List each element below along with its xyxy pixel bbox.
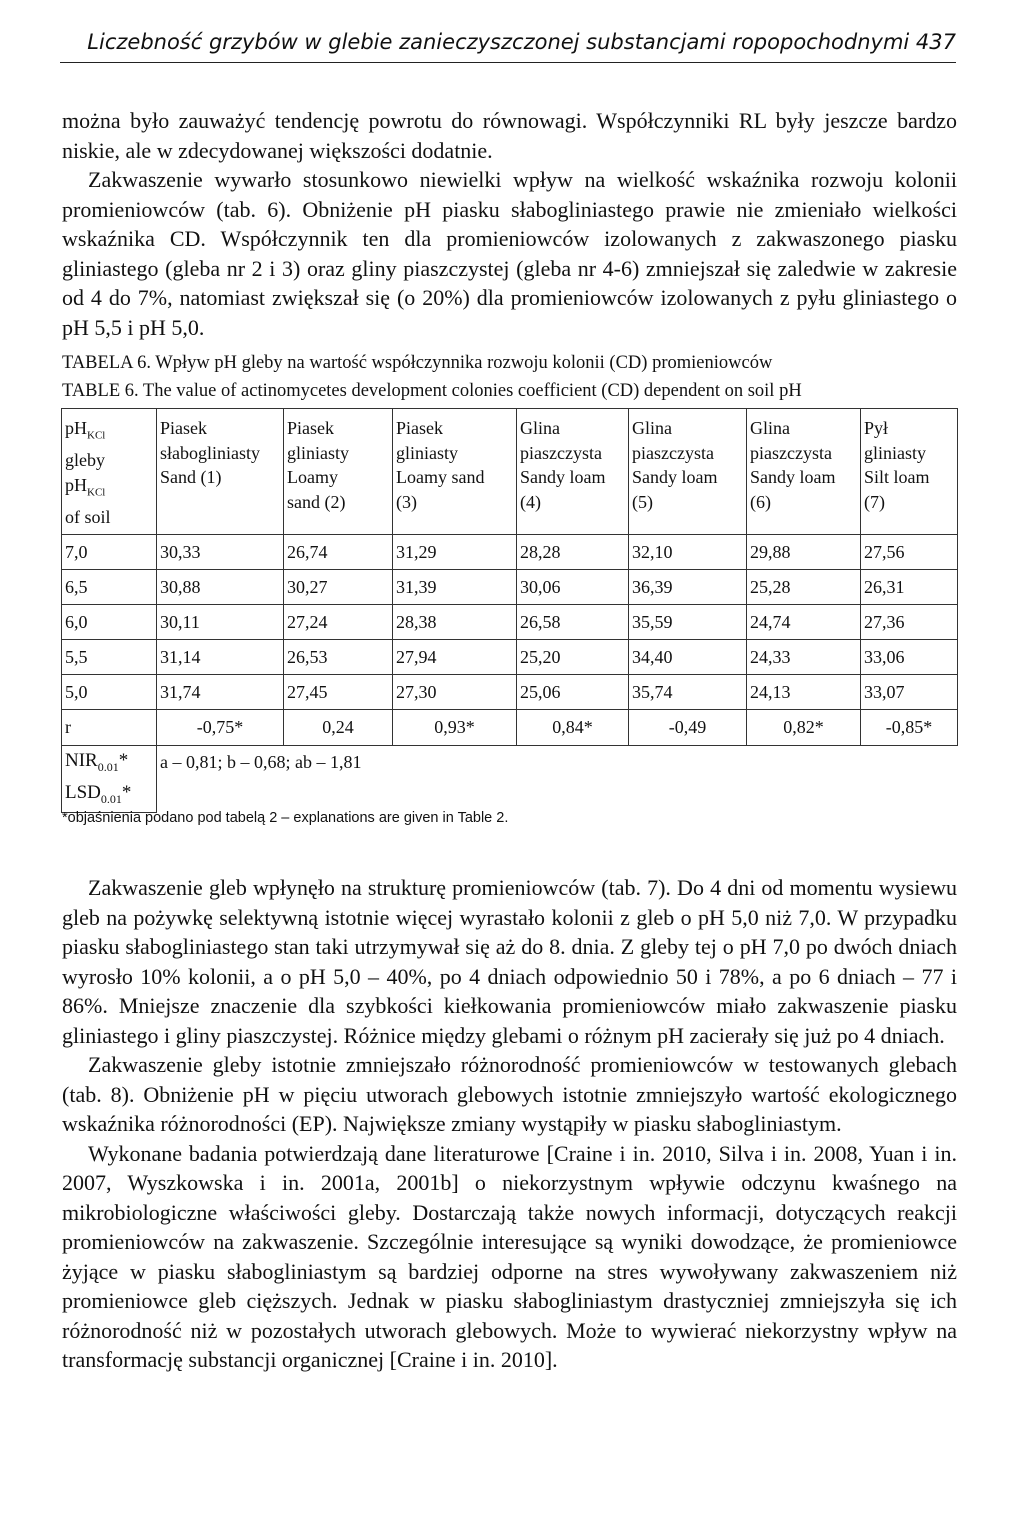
value-cell: 29,88: [747, 535, 861, 570]
ph-cell: 6,5: [62, 570, 157, 605]
table-caption-pl: TABELA 6. Wpływ pH gleby na wartość współczynnika rozwoju kolonii (CD) promieniowców: [62, 353, 773, 373]
value-cell: 27,36: [861, 605, 958, 640]
value-cell: 35,74: [629, 675, 747, 710]
ph-cell: 5,0: [62, 675, 157, 710]
value-cell: 28,28: [517, 535, 629, 570]
table-caption-en: TABLE 6. The value of actinomycetes development colonies coefficient (CD) dependent on soil pH: [62, 381, 802, 401]
correlation-cell: 0,82*: [747, 710, 861, 746]
value-cell: 32,10: [629, 535, 747, 570]
value-cell: 30,11: [157, 605, 284, 640]
table-row: [62, 605, 958, 640]
value-cell: 31,39: [393, 570, 517, 605]
value-cell: 25,28: [747, 570, 861, 605]
value-cell: 27,30: [393, 675, 517, 710]
paragraph: Wykonane badania potwierdzają dane literaturowe [Craine i in. 2010, Silva i in. 2008, Yuan i in. 2007, Wyszkowska i in. 2001a, 2001b] o niekorzystnym wpływie odczynu kwaśnego na mikrobiologiczne właściwości gleby. Dostarczają także nowych informacji, dotyczących reakcji promieniowców na zakwaszenie. Szczególnie interesujące są wyniki dowodzące, że promieniowce żyjące w piasku słabogliniastym są bardziej odporne na stres wywoływany zakwaszeniem niż promieniowce gleb cięższych. Jednak w piasku słabogliniastym drastyczniej zmniejszyła się ich różnorodność niż w pozostałych utworach glebowych. Może to wywierać niekorzystny wpływ na transformację substancji organicznej [Craine i in. 2010].: [62, 1140, 957, 1372]
value-cell: 26,58: [517, 605, 629, 640]
value-cell: 30,88: [157, 570, 284, 605]
column-header-cell: Piasek słabogliniasty Sand (1): [157, 409, 284, 535]
correlation-label: r: [62, 710, 157, 746]
column-header-cell: Glina piaszczysta Sandy loam (5): [629, 409, 747, 535]
ph-cell: 6,0: [62, 605, 157, 640]
value-cell: 30,27: [284, 570, 393, 605]
value-cell: 30,33: [157, 535, 284, 570]
value-cell: 27,56: [861, 535, 958, 570]
intro-text: [62, 106, 957, 342]
column-header-cell: Glina piaszczysta Sandy loam (4): [517, 409, 629, 535]
value-cell: 27,24: [284, 605, 393, 640]
ph-header-cell: $pH_{KCl}$ gleby $pH_{KCl}$ of soil: [62, 409, 157, 535]
ph-cell: 5,5: [62, 640, 157, 675]
value-cell: 27,94: [393, 640, 517, 675]
value-cell: 34,40: [629, 640, 747, 675]
table-header-row: [62, 409, 958, 535]
column-header-cell: Piasek gliniasty Loamy sand (3): [393, 409, 517, 535]
column-header-cell: Piasek gliniasty Loamy sand (2): [284, 409, 393, 535]
table-footnote: *objaśnienia podano pod tabelą 2 – explanations are given in Table 2.: [62, 810, 509, 826]
paragraph: Zakwaszenie gleby istotnie zmniejszało różnorodność promieniowców w testowanych glebach (tab. 8). Obniżenie pH w pięciu utworach glebowych istotnie zmniejszyło wartość ekologicznego wskaźnika różnorodności (EP). Największe zmiany wystąpiły w piasku słabogliniastym.: [62, 1052, 957, 1136]
ph-cell: 7,0: [62, 535, 157, 570]
value-cell: 36,39: [629, 570, 747, 605]
nir-value: a – 0,81; b – 0,68; ab – 1,81: [157, 746, 958, 813]
value-cell: 24,13: [747, 675, 861, 710]
table-row: [62, 675, 958, 710]
column-header-cell: Glina piaszczysta Sandy loam (6): [747, 409, 861, 535]
value-cell: 30,06: [517, 570, 629, 605]
value-cell: 26,74: [284, 535, 393, 570]
paragraph: Zakwaszenie gleb wpłynęło na strukturę promieniowców (tab. 7). Do 4 dni od momentu wysiewu gleb na pożywkę selektywną istotnie więcej wyrastało kolonii z gleb o pH 5,0 niż 7,0. W przypadku piasku słabogliniastego stan taki utrzymywał się aż do 8. dnia. Z gleby tej o pH 7,0 po dwóch dniach wyrosło 10% kolonii, a o pH 5,0 – 40%, po 4 dniach odpowiednio 50 i 78%, a po 6 dniach – 77 i 86%. Mniejsze znaczenie dla szybkości kiełkowania promieniowców miało zakwaszenie piasku gliniastego i gliny piaszczystej. Różnice między glebami o różnym pH zacierały się już po 4 dniach.: [62, 875, 957, 1048]
value-cell: 31,14: [157, 640, 284, 675]
nir-label: $NIR_{0.01}*$ $LSD_{0.01}*$: [62, 746, 157, 813]
value-cell: 31,29: [393, 535, 517, 570]
nir-row: [62, 746, 958, 813]
paragraph: można było zauważyć tendencję powrotu do równowagi. Współczynniki RL były jeszcze bardzo niskie, ale w zdecydowanej większości dodatnie.: [62, 108, 957, 163]
table-row: [62, 535, 958, 570]
value-cell: 26,53: [284, 640, 393, 675]
value-cell: 25,20: [517, 640, 629, 675]
value-cell: 33,06: [861, 640, 958, 675]
data-table: [61, 408, 958, 813]
value-cell: 26,31: [861, 570, 958, 605]
table-row: [62, 640, 958, 675]
correlation-cell: -0,85*: [861, 710, 958, 746]
correlation-cell: 0,93*: [393, 710, 517, 746]
correlation-cell: 0,24: [284, 710, 393, 746]
value-cell: 35,59: [629, 605, 747, 640]
correlation-cell: 0,84*: [517, 710, 629, 746]
body-text: [62, 873, 957, 1375]
running-header: Liczebność grzybów w glebie zanieczyszczonej substancjami ropopochodnymi 437: [60, 30, 956, 63]
paragraph: Zakwaszenie wywarło stosunkowo niewielki wpływ na wielkość wskaźnika rozwoju kolonii promieniowców (tab. 6). Obniżenie pH piasku słabogliniastego prawie nie zmieniało wielkości wskaźnika CD. Współczynnik ten dla promieniowców izolowanych z zakwaszonego piasku gliniastego (gleba nr 2 i 3) oraz gliny piaszczystej (gleba nr 4-6) zmniejszał się zaledwie w zakresie od 4 do 7%, natomiast zwiększał się (o 20%) dla promieniowców izolowanych z pyłu gliniastego o pH 5,5 i pH 5,0.: [62, 167, 957, 340]
value-cell: 28,38: [393, 605, 517, 640]
correlation-cell: -0,49: [629, 710, 747, 746]
value-cell: 31,74: [157, 675, 284, 710]
table-row: [62, 570, 958, 605]
value-cell: 24,33: [747, 640, 861, 675]
value-cell: 27,45: [284, 675, 393, 710]
correlation-cell: -0,75*: [157, 710, 284, 746]
value-cell: 33,07: [861, 675, 958, 710]
column-header-cell: Pył gliniasty Silt loam (7): [861, 409, 958, 535]
value-cell: 25,06: [517, 675, 629, 710]
correlation-row: [62, 710, 958, 746]
value-cell: 24,74: [747, 605, 861, 640]
